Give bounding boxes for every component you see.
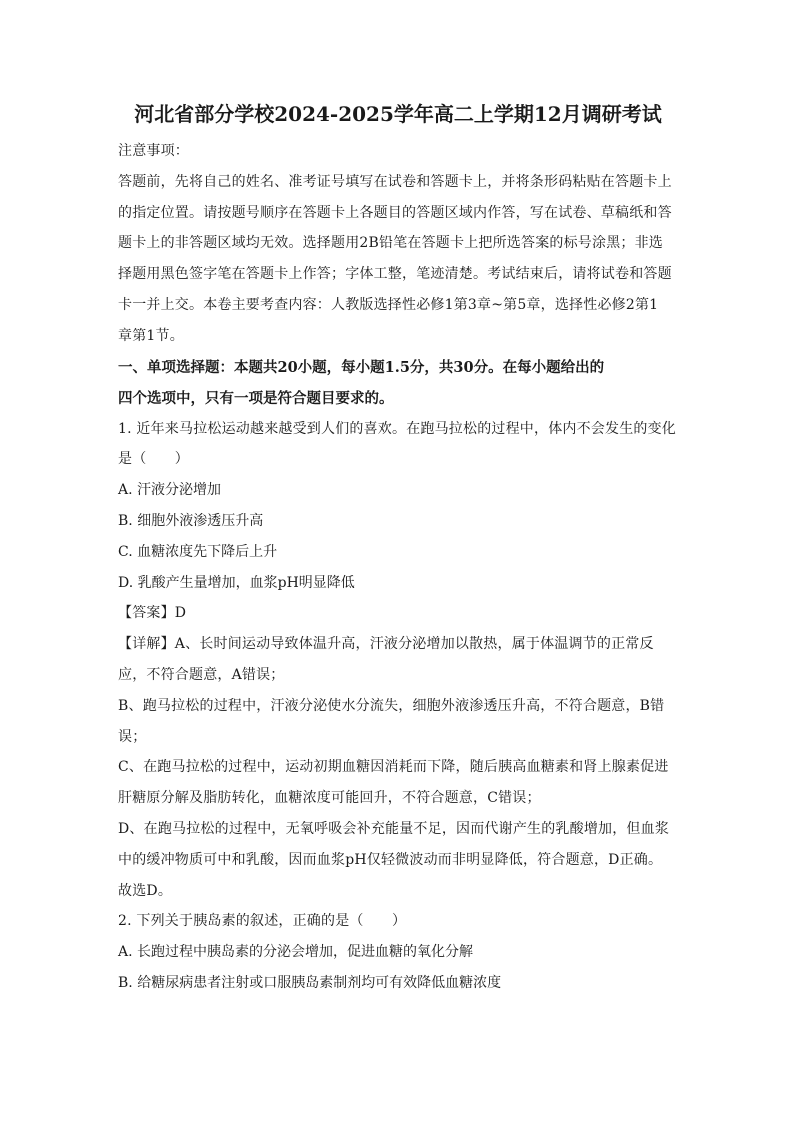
question-1-analysis: 应，不符合题意，A错误； [118,666,285,683]
question-1-option-d: D. 乳酸产生量增加，血浆pH明显降低 [118,574,355,591]
notice-line: 卡一并上交。本卷主要考查内容：人教版选择性必修1第3章~第5章，选择性必修2第1 [118,296,659,313]
notice-line: 章第1节。 [118,327,184,344]
question-1-analysis: 肝糖原分解及脂肪转化，血糖浓度可能回升，不符合题意，C错误； [118,790,541,807]
question-1-stem: 1. 近年来马拉松运动越来越受到人们的喜欢。在跑马拉松的过程中，体内不会发生的变化 [118,420,677,437]
section-heading: 一、单项选择题：本题共20小题，每小题1.5分，共30分。在每小题给出的 [118,358,605,376]
question-1-analysis: 误； [118,728,147,745]
question-1-analysis: D、在跑马拉松的过程中，无氧呼吸会补充能量不足，因而代谢产生的乳酸增加，但血浆 [118,820,670,837]
notice-heading: 注意事项： [118,143,189,159]
question-1-option-b: B. 细胞外液渗透压升高 [118,512,264,529]
document-page [118,100,678,999]
question-2-stem: 2. 下列关于胰岛素的叙述，正确的是（ ） [118,913,407,930]
question-1-analysis: 故选D。 [118,882,173,899]
question-1-analysis: B、跑马拉松的过程中，汗液分泌使水分流失，细胞外液渗透压升高，不符合题意，B错 [118,697,665,714]
question-2-option-b: B. 给糖尿病患者注射或口服胰岛素制剂均可有效降低血糖浓度 [118,974,502,991]
question-1-analysis: C、在跑马拉松的过程中，运动初期血糖因消耗而下降，随后胰高血糖素和肾上腺素促进 [118,759,669,776]
page-title: 河北省部分学校2024-2025学年高二上学期12月调研考试 [134,102,662,126]
question-1-option-c: C. 血糖浓度先下降后上升 [118,543,278,560]
question-1-analysis: 【详解】A、长时间运动导致体温升高，汗液分泌增加以散热，属于体温调节的正常反 [118,636,654,653]
question-1-answer: 【答案】D [118,605,187,622]
question-2-option-a: A. 长跑过程中胰岛素的分泌会增加，促进血糖的氧化分解 [118,944,474,961]
question-1-stem: 是（ ） [118,451,189,468]
question-1-analysis: 中的缓冲物质可中和乳酸，因而血浆pH仅轻微波动而非明显降低，符合题意，D正确。 [118,851,663,868]
question-1-option-a: A. 汗液分泌增加 [118,482,222,499]
notice-line: 答题前，先将自己的姓名、准考证号填写在试卷和答题卡上，并将条形码粘贴在答题卡上 [118,173,672,190]
notice-line: 的指定位置。请按题号顺序在答题卡上各题目的答题区域内作答，写在试卷、草稿纸和答 [118,204,672,221]
notice-line: 题卡上的非答题区域均无效。选择题用2B铅笔在答题卡上把所选答案的标号涂黑；非选 [118,235,663,252]
notice-line: 择题用黑色签字笔在答题卡上作答；字体工整，笔迹清楚。考试结束后，请将试卷和答题 [118,266,672,283]
section-heading: 四个选项中，只有一项是符合题目要求的。 [118,389,394,407]
